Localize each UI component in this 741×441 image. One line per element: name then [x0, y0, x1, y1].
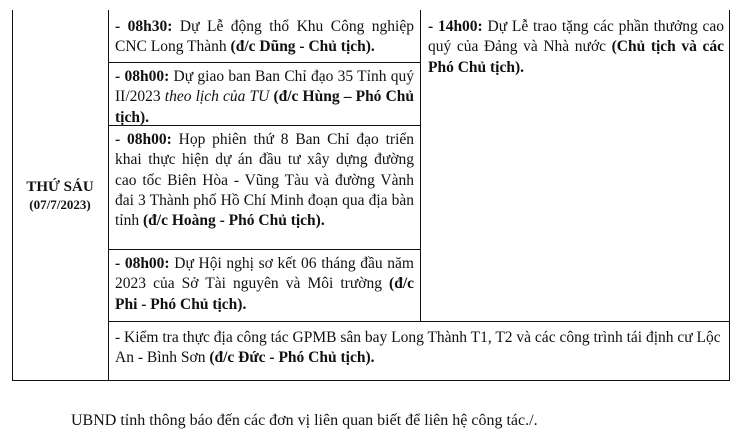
- afternoon-event: [428, 17, 724, 78]
- event-person: (Chủ tịch và các Phó Chủ tịch).: [428, 38, 725, 76]
- event-time: - 08h00:: [115, 131, 172, 148]
- event-description: - Kiểm tra thực địa công tác GPMB sân bay Long Thành T1, T2 và các công trình tái định cư Lộc An - Bình Sơn: [115, 329, 721, 367]
- morning-event-2: [115, 67, 414, 128]
- row-divider-3: [109, 249, 420, 250]
- day-date: (07/7/2023): [29, 196, 91, 212]
- event-note: theo lịch của TU: [164, 88, 270, 106]
- day-name: THỨ SÁU: [26, 178, 94, 195]
- morning-event-4: [115, 254, 414, 315]
- event-person: (đ/c Dũng - Chủ tịch).: [230, 38, 375, 56]
- event-person: (đ/c Phi - Phó Chủ tịch).: [115, 275, 414, 313]
- day-column-divider: [108, 10, 109, 381]
- row-divider-1: [109, 62, 420, 63]
- event-description: Họp phiên thứ 8 Ban Chỉ đạo triển khai thực hiện dự án đầu tư xây dựng đường cao tốc Biên Hòa - Vũng Tàu và đường Vành đai 3 Thành phố Hồ Chí Minh đoạn qua địa bàn tỉnh: [115, 131, 415, 230]
- event-description: Dự Lễ động thổ Khu Công nghiệp CNC Long Thành: [115, 18, 414, 56]
- event-time: - 14h00:: [428, 18, 483, 35]
- event-time: - 08h00:: [115, 255, 170, 272]
- event-person: (đ/c Hùng – Phó Chủ tịch).: [115, 88, 415, 126]
- morning-event-3: [115, 130, 414, 231]
- event-person: (đ/c Đức - Phó Chủ tịch).: [209, 349, 375, 367]
- event-time: - 08h00:: [115, 68, 170, 85]
- allday-event: [115, 328, 725, 369]
- closing-note: UBND tỉnh thông báo đến các đơn vị liên quan biết để liên hệ công tác./.: [71, 412, 538, 429]
- event-description: Dự Hội nghị sơ kết 06 tháng đầu năm 2023 của Sở Tài nguyên và Môi trường: [115, 255, 414, 293]
- session-column-divider: [420, 10, 421, 321]
- event-description: Dự giao ban Ban Chỉ đạo 35 Tỉnh quý II/2023: [115, 68, 414, 106]
- table-border-right: [729, 10, 730, 381]
- table-border-bottom: [12, 380, 730, 381]
- schedule-table: [12, 10, 730, 381]
- morning-event-1: [115, 17, 414, 58]
- day-cell: [12, 10, 108, 381]
- event-description: Dự Lễ trao tặng các phần thưởng cao quý của Đảng và Nhà nước: [428, 18, 724, 56]
- event-person: (đ/c Hoàng - Phó Chủ tịch).: [143, 212, 325, 230]
- row-divider-allday: [109, 321, 730, 322]
- event-time: - 08h30:: [115, 18, 173, 35]
